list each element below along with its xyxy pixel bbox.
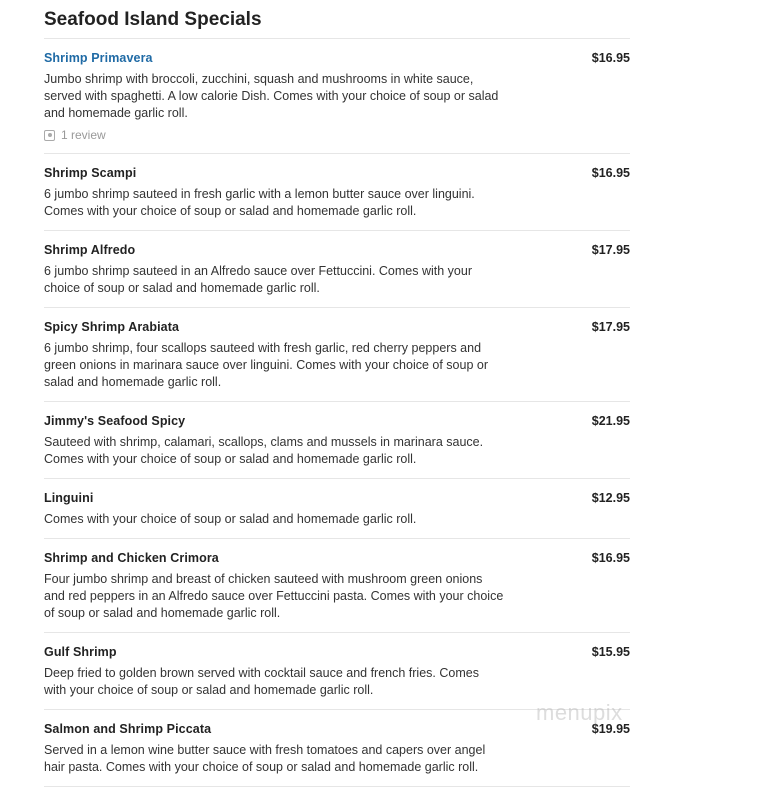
item-price: $19.95 xyxy=(591,722,630,736)
review-count[interactable]: 1 review xyxy=(61,128,106,142)
item-name: Salmon and Shrimp Piccata xyxy=(44,722,212,736)
item-name: Shrimp Alfredo xyxy=(44,243,136,257)
menu-item xyxy=(44,308,630,402)
review-icon xyxy=(44,130,55,141)
menu-item xyxy=(44,633,630,710)
section-title: Seafood Island Specials xyxy=(44,0,630,39)
item-name-link[interactable]: Shrimp Primavera xyxy=(44,51,153,65)
item-price: $12.95 xyxy=(591,491,630,505)
item-description: Deep fried to golden brown served with cocktail sauce and french fries. Comes with your choice of soup or salad and homemade garlic roll. xyxy=(44,666,479,697)
item-name: Linguini xyxy=(44,491,94,505)
item-description: Jumbo shrimp with broccoli, zucchini, squash and mushrooms in white sauce, served with spaghetti. A low calorie Dish. Comes with your choice of soup or salad and homemade garlic roll. xyxy=(44,72,499,120)
item-price: $16.95 xyxy=(591,551,630,565)
menu-item xyxy=(44,539,630,633)
item-price: $15.95 xyxy=(591,645,630,659)
menu-item xyxy=(44,231,630,308)
item-name: Shrimp and Chicken Crimora xyxy=(44,551,219,565)
item-description: 6 jumbo shrimp, four scallops sauteed with fresh garlic, red cherry peppers and green onions in marinara sauce over linguini. Comes with your choice of soup or salad and homemade garlic roll. xyxy=(44,341,488,389)
item-name: Spicy Shrimp Arabiata xyxy=(44,320,180,334)
menu-item xyxy=(44,710,630,787)
menu-item xyxy=(44,154,630,231)
item-description: Comes with your choice of soup or salad and homemade garlic roll. xyxy=(44,512,417,526)
item-price: $16.95 xyxy=(591,51,630,65)
menu-item xyxy=(44,402,630,479)
item-price: $17.95 xyxy=(591,243,630,257)
item-price: $21.95 xyxy=(591,414,630,428)
item-description: Four jumbo shrimp and breast of chicken sauteed with mushroom green onions and red peppers in an Alfredo sauce over Fettuccini pasta. Comes with your choice of soup or salad and homemade garlic roll. xyxy=(44,572,504,620)
item-description: Served in a lemon wine butter sauce with fresh tomatoes and capers over angel hair pasta. Comes with your choice of soup or salad and homemade garlic roll. xyxy=(44,743,486,774)
review-link[interactable] xyxy=(44,127,630,143)
item-name: Gulf Shrimp xyxy=(44,645,117,659)
menu-item xyxy=(44,39,630,154)
item-name: Jimmy's Seafood Spicy xyxy=(44,414,186,428)
watermark: menupix xyxy=(536,700,623,725)
item-price: $17.95 xyxy=(591,320,630,334)
menu-section xyxy=(44,0,630,787)
item-description: 6 jumbo shrimp sauteed in an Alfredo sauce over Fettuccini. Comes with your choice of soup or salad and homemade garlic roll. xyxy=(44,264,472,295)
item-price: $16.95 xyxy=(591,166,630,180)
menu-item xyxy=(44,479,630,539)
item-description: Sauteed with shrimp, calamari, scallops, clams and mussels in marinara sauce. Comes with your choice of soup or salad and homemade garlic roll. xyxy=(44,435,484,466)
item-name: Shrimp Scampi xyxy=(44,166,137,180)
item-description: 6 jumbo shrimp sauteed in fresh garlic with a lemon butter sauce over linguini. Comes with your choice of soup or salad and homemade garlic roll. xyxy=(44,187,475,218)
